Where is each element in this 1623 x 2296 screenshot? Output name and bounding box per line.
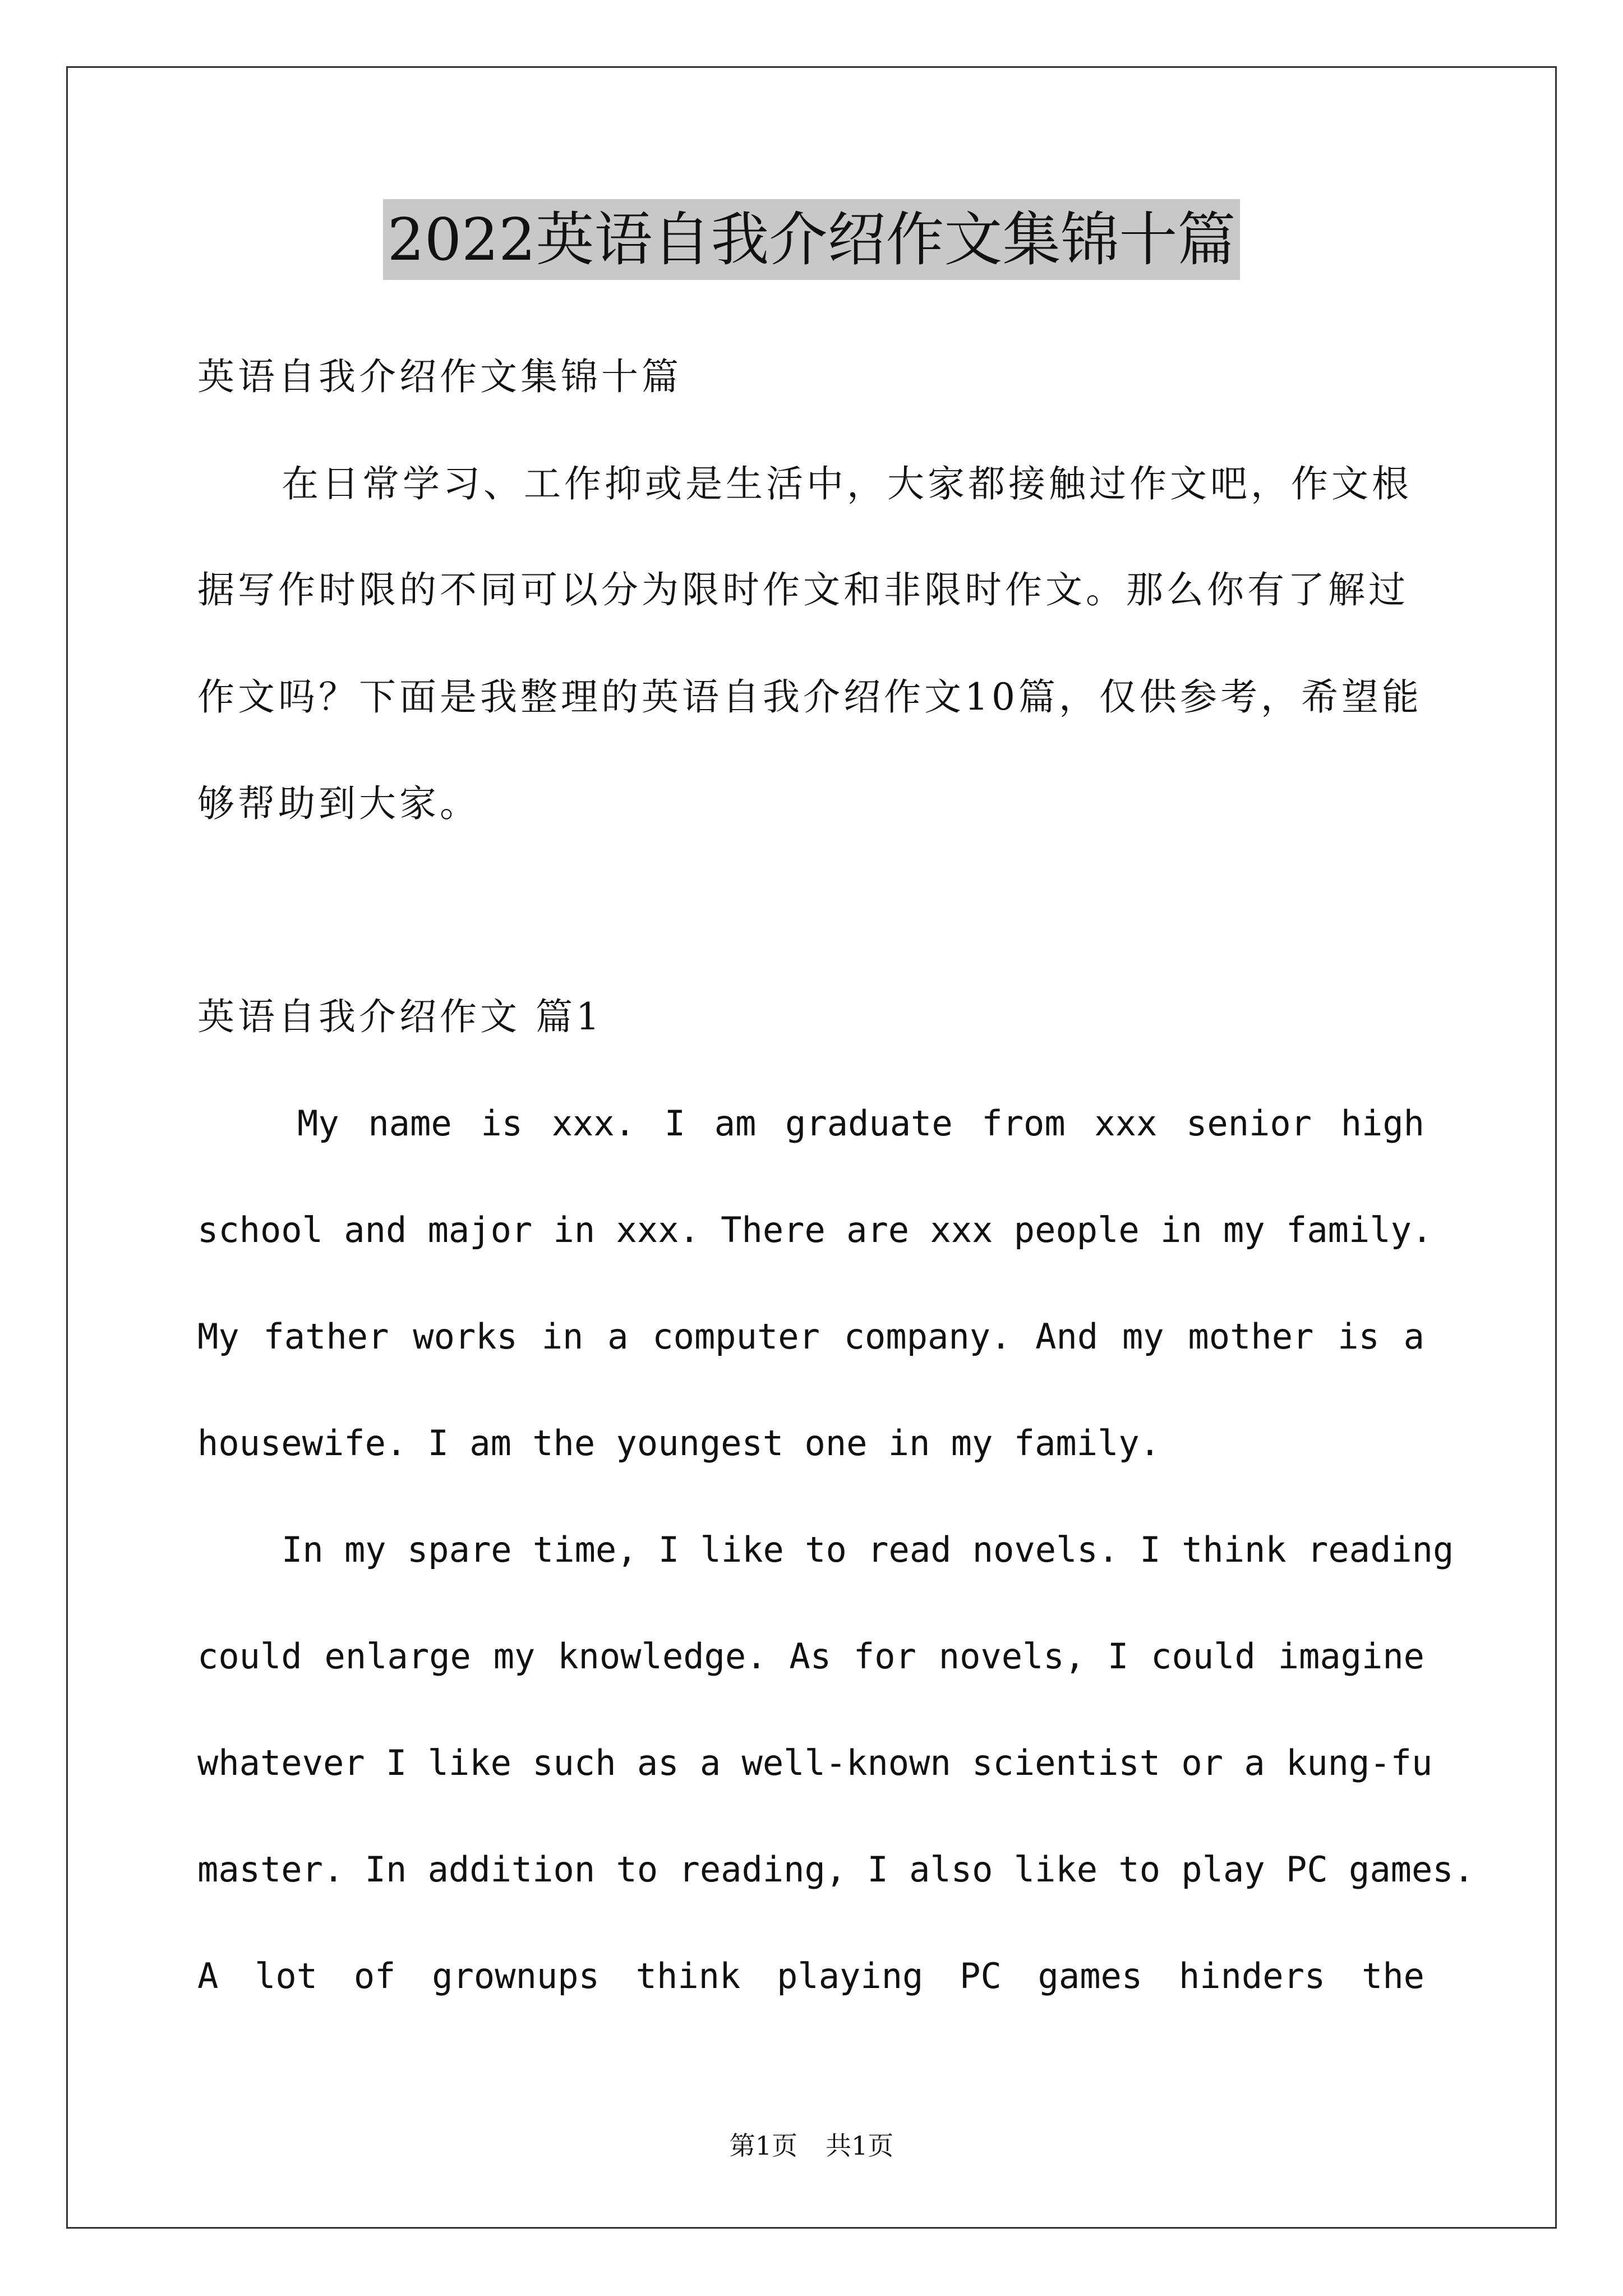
paragraph1-line-2: school and major in xxx. There are xxx people in my family. — [197, 1209, 1433, 1250]
section-heading: 英语自我介绍作文 篇1 — [197, 995, 603, 1038]
paragraph2-line-2: could enlarge my knowledge. As for novels, I could imagine — [197, 1636, 1424, 1677]
paragraph2-line-4: master. In addition to reading, I also like to play PC games. — [197, 1849, 1474, 1890]
document-subtitle: 英语自我介绍作文集锦十篇 — [197, 355, 682, 398]
title-wrap — [0, 199, 1623, 280]
footer-page-number: 第1页 — [729, 2131, 797, 2161]
intro-line-3: 作文吗？下面是我整理的英语自我介绍作文10篇，仅供参考，希望能 — [197, 675, 1422, 719]
document-title: 2022英语自我介绍作文集锦十篇 — [383, 199, 1241, 280]
paragraph2-line-5: A lot of grownups think playing PC games hinders the — [197, 1955, 1424, 1996]
paragraph2-line-3: whatever I like such as a well-known scientist or a kung-fu — [197, 1742, 1433, 1783]
intro-line-2: 据写作时限的不同可以分为限时作文和非限时作文。那么你有了解过 — [197, 568, 1409, 611]
intro-line-4: 够帮助到大家。 — [197, 782, 480, 825]
paragraph1-line-1: My name is xxx. I am graduate from xxx senior high — [297, 1103, 1424, 1144]
paragraph1-line-3: My father works in a computer company. And my mother is a — [197, 1316, 1424, 1357]
page-footer — [0, 2129, 1623, 2162]
paragraph1-line-4: housewife. I am the youngest one in my family. — [197, 1423, 1161, 1464]
footer-total-pages: 共1页 — [826, 2131, 894, 2161]
intro-line-1: 在日常学习、工作抑或是生活中，大家都接触过作文吧，作文根 — [282, 462, 1412, 505]
paragraph2-line-1: In my spare time, I like to read novels. I think reading — [282, 1529, 1454, 1570]
